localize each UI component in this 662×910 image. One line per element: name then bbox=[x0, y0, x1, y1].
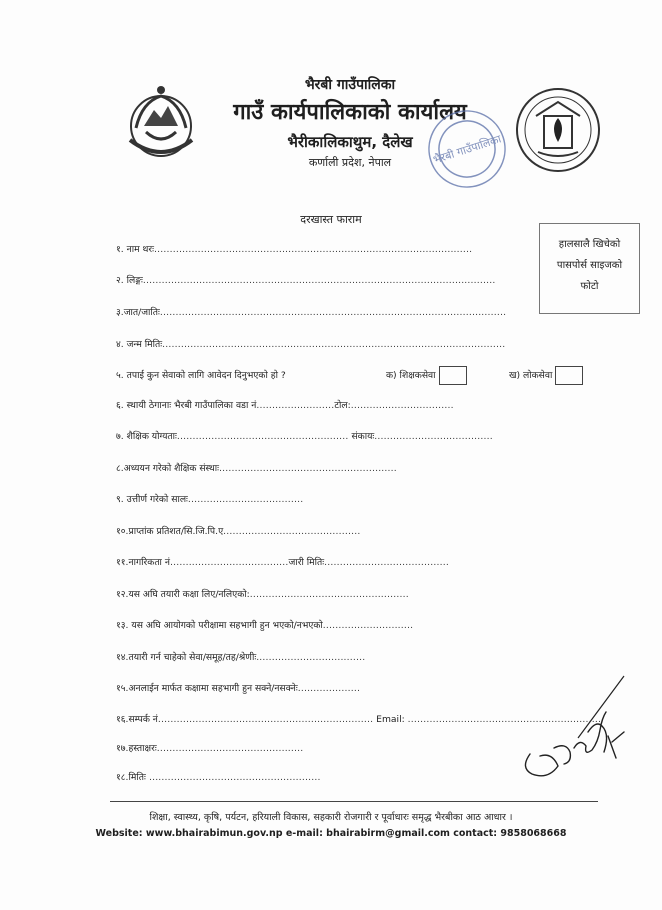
office-stamp bbox=[408, 104, 526, 194]
field-name-label: १. नाम थरः bbox=[116, 244, 154, 255]
field-gender-blank[interactable]: ................................................................................................................. bbox=[142, 275, 496, 286]
footer-contact: Website: www.bhairabimun.gov.np e-mail: bhairabirm@gmail.com contact: 9858068668 bbox=[95, 828, 567, 839]
field-dob[interactable] bbox=[116, 337, 505, 350]
field-institution-label: ८.अध्ययन गरेको शैक्षिक संस्थाः bbox=[116, 463, 220, 474]
office-address: भैरीकालिकाथुम, दैलेख bbox=[287, 133, 413, 151]
field-passed-year-blank[interactable]: ..................................... bbox=[187, 494, 304, 505]
field-service-label: ५. तपाई कुन सेवाको लागि आवेदन दिनुभएको हो ? bbox=[116, 370, 286, 381]
field-faculty-label: संकायः bbox=[348, 431, 375, 442]
field-citizenship-label: ११.नागरिकता नं bbox=[116, 557, 170, 568]
field-issue-date-label: जारी मितिः bbox=[288, 557, 325, 568]
field-date[interactable] bbox=[116, 770, 321, 783]
field-email-label: Email: bbox=[373, 714, 408, 725]
field-qualification-label: ७. शैक्षिक योग्यताः bbox=[116, 431, 177, 442]
field-desired-service[interactable] bbox=[116, 650, 365, 663]
field-exam-label: १३. यस अघि आयोगको परीक्षामा सहभागी हुन भएको/नभएको bbox=[116, 620, 323, 631]
municipality-name: भैरबी गाउँपालिका bbox=[304, 77, 396, 93]
option-teacher-service[interactable] bbox=[386, 366, 467, 385]
footer-motto: शिक्षा, स्वास्थ्य, कृषि, पर्यटन, हरियाली विकास, सहकारी रोजगारी र पूर्वाधारः समृद्ध भैरबीका आठ आधार । bbox=[149, 812, 513, 823]
field-exam-blank[interactable]: ............................. bbox=[322, 620, 414, 631]
field-service bbox=[116, 368, 286, 381]
photo-box-line3: फोटो bbox=[580, 281, 599, 292]
field-signature-label: १७.हस्ताक्षरः bbox=[116, 743, 157, 754]
field-desired-service-blank[interactable]: ................................... bbox=[256, 652, 366, 663]
field-citizenship[interactable] bbox=[116, 555, 449, 568]
field-citizenship-blank[interactable]: ...................................... bbox=[169, 557, 289, 568]
field-percentage[interactable] bbox=[116, 524, 360, 537]
photo-box-line2: पासपोर्स साइजको bbox=[556, 260, 623, 271]
field-name[interactable] bbox=[116, 242, 472, 255]
field-passed-year[interactable] bbox=[116, 492, 303, 505]
field-prep-class-label: १२.यस अघि तयारी कक्षा लिए/नलिएको: bbox=[116, 589, 250, 600]
field-qualification[interactable] bbox=[116, 429, 493, 442]
field-ward-blank[interactable]: ......................... bbox=[256, 400, 335, 411]
field-percentage-blank[interactable]: ............................................ bbox=[223, 526, 361, 537]
field-prep-class-blank[interactable]: ................................................... bbox=[249, 589, 409, 600]
field-signature[interactable] bbox=[116, 741, 303, 754]
field-online-class-blank[interactable]: .................... bbox=[297, 683, 361, 694]
field-faculty-blank[interactable]: ...................................... bbox=[374, 431, 493, 442]
field-caste[interactable] bbox=[116, 305, 506, 318]
field-dob-blank[interactable]: .............................................................................................................. bbox=[162, 339, 506, 350]
field-qualification-blank[interactable]: ....................................................... bbox=[176, 431, 349, 442]
field-institution-blank[interactable]: ......................................................... bbox=[219, 463, 397, 474]
field-percentage-label: १०.प्राप्तांक प्रतिशत/सि.जि.पि.ए bbox=[116, 526, 224, 537]
option-public-service[interactable] bbox=[509, 366, 583, 385]
field-signature-blank[interactable]: ............................................... bbox=[156, 743, 304, 754]
field-issue-date-blank[interactable]: ........................................ bbox=[324, 557, 449, 568]
field-name-blank[interactable]: ...................................................................................................... bbox=[154, 244, 473, 255]
field-address-label: ६. स्थायी ठेगानाः भैरबी गाउँपालिका वडा नं bbox=[116, 400, 257, 411]
teacher-service-checkbox[interactable] bbox=[439, 366, 467, 385]
field-prep-class[interactable] bbox=[116, 587, 409, 600]
field-dob-label: ४. जन्म मितिः bbox=[116, 339, 163, 350]
field-online-class-label: १५.अनलाईन मार्फत कक्षामा सहभागी हुन सक्ने/नसक्नेः bbox=[116, 683, 298, 694]
field-gender[interactable] bbox=[116, 273, 496, 286]
field-permanent-address[interactable] bbox=[116, 398, 454, 411]
province-name: कर्णाली प्रदेश, नेपाल bbox=[308, 156, 392, 169]
field-tole-label: टोल: bbox=[334, 400, 351, 411]
field-email-blank[interactable]: .............................................................. bbox=[407, 714, 602, 725]
field-online-class[interactable] bbox=[116, 681, 360, 694]
field-date-label: १८.मितिः bbox=[116, 772, 146, 783]
field-desired-service-label: १४.तयारी गर्न चाहेको सेवा/समूह/तह/श्रेणीः bbox=[116, 652, 257, 663]
field-passed-year-label: ९. उत्तीर्ण गरेको सालः bbox=[116, 494, 188, 505]
photo-box-line1: हालसालै खिचेको bbox=[558, 239, 621, 250]
field-gender-label: २. लिङ्गः bbox=[116, 275, 143, 286]
footer-divider bbox=[110, 801, 598, 802]
field-caste-blank[interactable]: ............................................................................................................... bbox=[159, 307, 507, 318]
office-title: गाउँ कार्यपालिकाको कार्यालय bbox=[233, 100, 467, 125]
field-caste-label: ३.जात/जातिः bbox=[116, 307, 160, 318]
field-institution[interactable] bbox=[116, 461, 397, 474]
field-exam-participation[interactable] bbox=[116, 618, 413, 631]
municipality-logo bbox=[514, 86, 602, 174]
field-date-blank[interactable]: ....................................................... bbox=[145, 772, 321, 783]
photo-box bbox=[539, 223, 640, 314]
handwritten-signature bbox=[514, 672, 634, 782]
field-contact-label: १६.सम्पर्क नं bbox=[116, 714, 158, 725]
field-tole-blank[interactable]: ................................. bbox=[350, 400, 454, 411]
form-title: दरखास्त फाराम bbox=[300, 213, 362, 226]
field-contact-blank[interactable]: ..................................................................... bbox=[157, 714, 374, 725]
public-service-checkbox[interactable] bbox=[555, 366, 583, 385]
stamp-text: भैरबी गाउँपालिका bbox=[431, 132, 503, 167]
option-public-label: ख) लोकसेवा bbox=[509, 370, 553, 381]
option-teacher-label: क) शिक्षकसेवा bbox=[386, 370, 436, 381]
